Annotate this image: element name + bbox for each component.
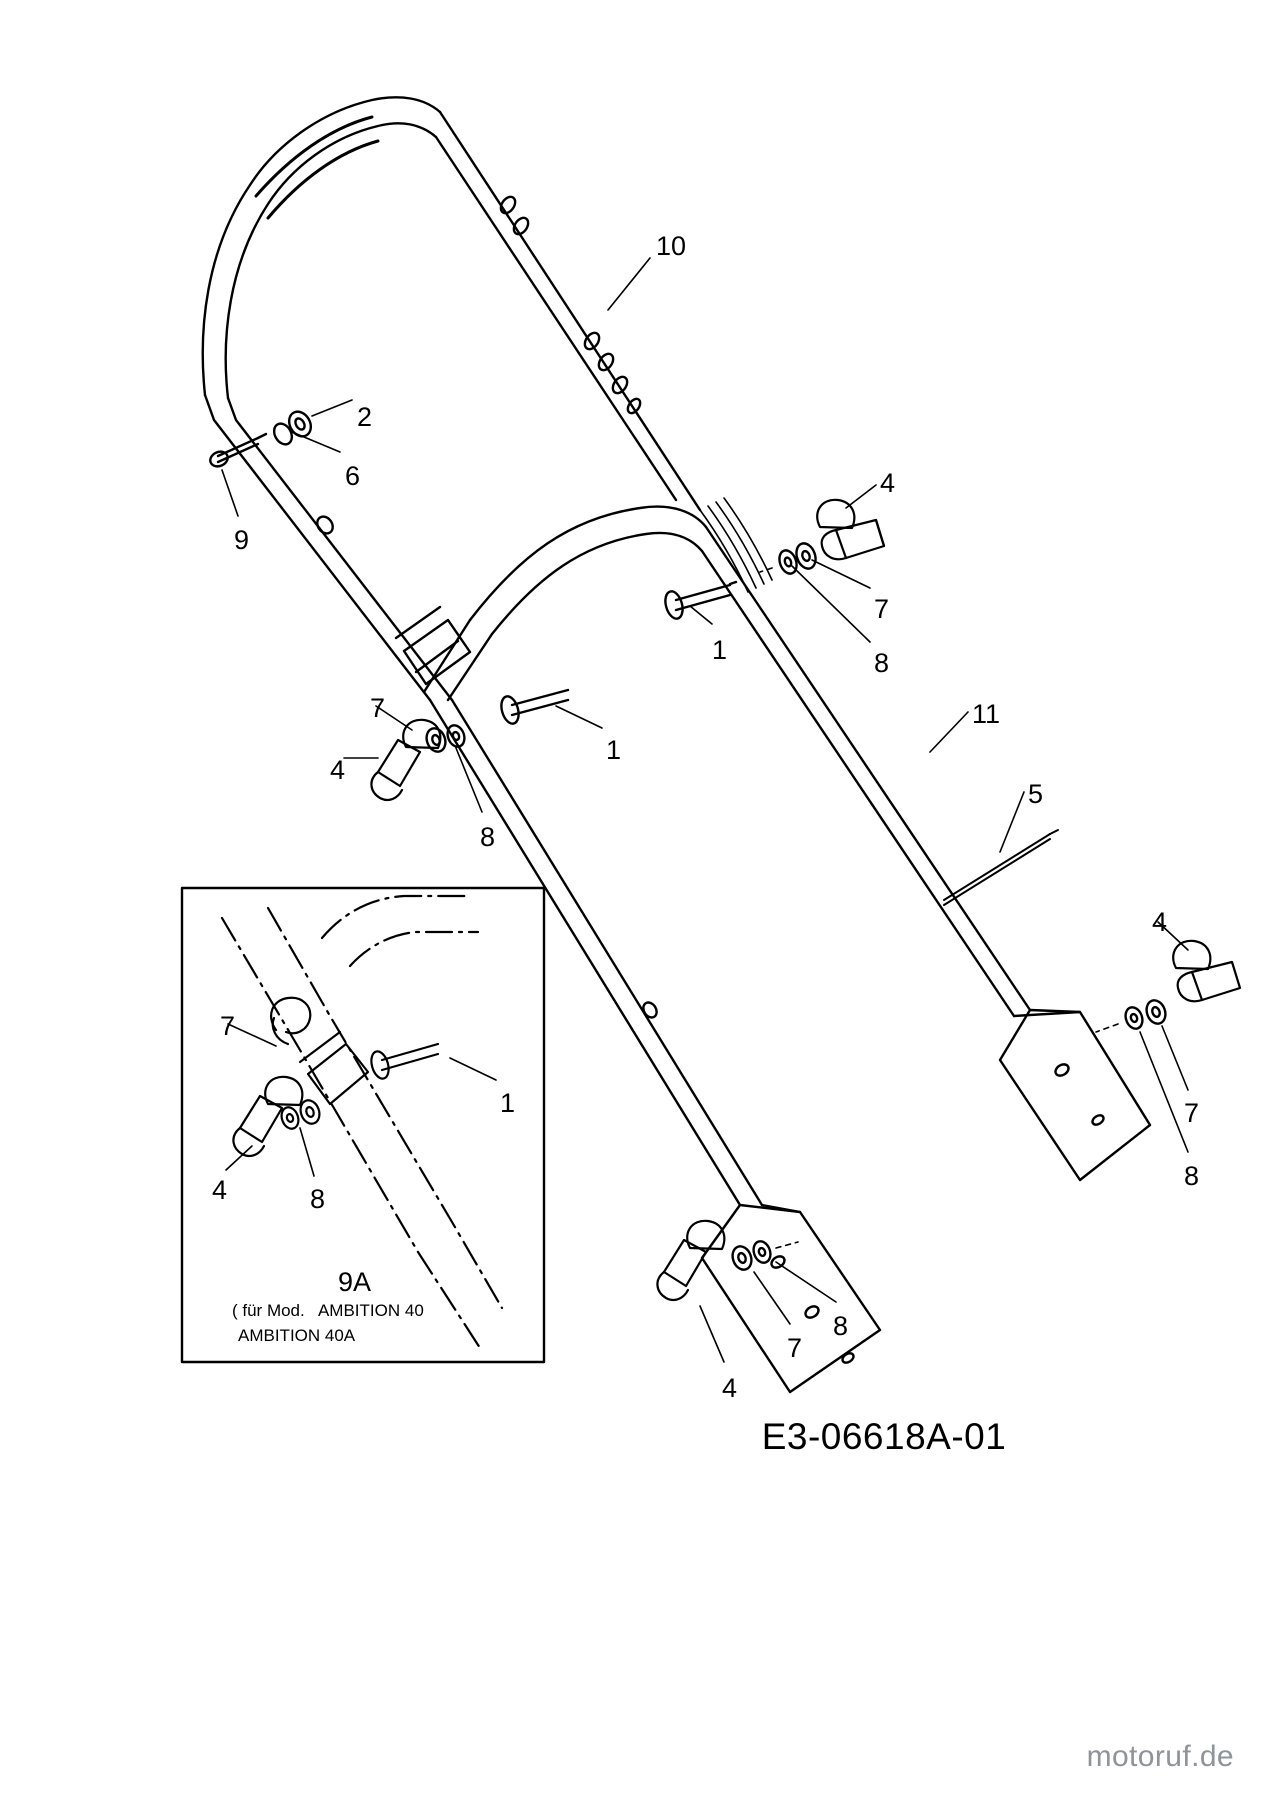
callout-6: 6 <box>345 461 361 491</box>
inset-callout-8: 8 <box>310 1184 326 1214</box>
inset-title: 9A <box>338 1267 372 1297</box>
callout-8-right: 8 <box>1184 1161 1200 1191</box>
watermark-suffix: .de <box>1191 1740 1234 1773</box>
callout-2: 2 <box>357 402 373 432</box>
inset-callout-7: 7 <box>220 1011 236 1041</box>
callout-7-upper-right: 7 <box>874 594 890 624</box>
callout-9: 9 <box>234 525 250 555</box>
inset-callout-1: 1 <box>500 1088 516 1118</box>
callout-4-right: 4 <box>1152 907 1168 937</box>
watermark-main: motoruf <box>1086 1740 1192 1773</box>
callout-8-mid-left: 8 <box>480 822 496 852</box>
watermark <box>1087 1740 1234 1774</box>
callout-7-mid-left: 7 <box>370 693 386 723</box>
callout-8-upper-right: 8 <box>874 648 890 678</box>
inset-note-line1: ( für Mod. AMBITION 40 <box>232 1301 424 1320</box>
callout-7-bottom: 7 <box>787 1333 803 1363</box>
inset-callout-4: 4 <box>212 1175 228 1205</box>
callout-1-upper: 1 <box>712 635 728 665</box>
callout-11: 11 <box>972 699 1001 729</box>
callout-4-bottom: 4 <box>722 1373 738 1403</box>
inset-note-line2: AMBITION 40A <box>238 1326 356 1345</box>
callout-10: 10 <box>656 231 687 261</box>
callout-5: 5 <box>1028 779 1044 809</box>
document-code: E3-06618A-01 <box>761 1416 1007 1457</box>
callout-7-right: 7 <box>1184 1098 1200 1128</box>
callout-1-mid-left: 1 <box>606 735 622 765</box>
callout-4-upper-right: 4 <box>880 468 896 498</box>
callout-4-mid-left: 4 <box>330 755 346 785</box>
callout-8-bottom: 8 <box>833 1311 849 1341</box>
